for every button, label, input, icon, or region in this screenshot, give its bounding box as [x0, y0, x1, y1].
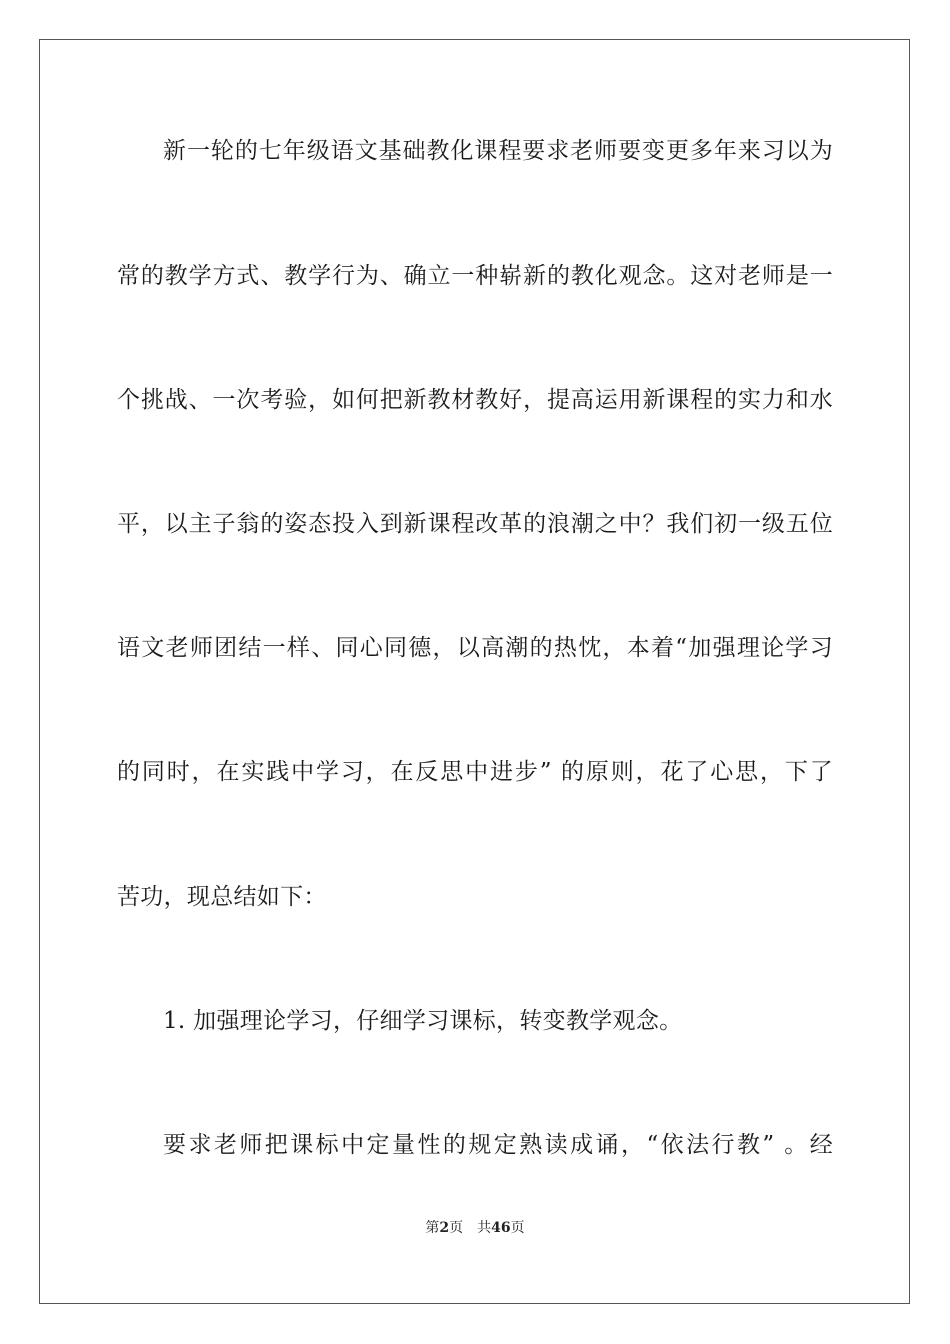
section-heading: 1. 加强理论学习，仔细学习课标，转变教学观念。: [163, 1008, 683, 1034]
page-number: 2: [439, 1220, 450, 1236]
page-suffix: 页: [449, 1220, 464, 1236]
text-line-7: 苦功，现总结如下：: [117, 884, 327, 910]
text-line-2: 常的教学方式、教学行为、确立一种崭新的教化观念。这对老师是一: [117, 263, 833, 289]
text-line-1: 新一轮的七年级语文基础教化课程要求老师要变更多年来习以为: [163, 138, 833, 164]
total-pages: 46: [491, 1220, 511, 1236]
text-line-9: 要求老师把课标中定量性的规定熟读成诵，“依法行教” 。经: [163, 1132, 833, 1158]
page-footer: [0, 1218, 950, 1238]
text-line-4: 平，以主子翁的姿态投入到新课程改革的浪潮之中？我们初一级五位: [117, 511, 833, 537]
text-line-6: 的同时，在实践中学习，在反思中进步” 的原则，花了心思，下了: [117, 759, 833, 785]
text-line-5: 语文老师团结一样、同心同德，以高潮的热忱，本着“加强理论学习: [117, 635, 833, 661]
total-prefix: 共: [477, 1220, 492, 1236]
page-prefix: 第: [425, 1220, 440, 1236]
page-border: [39, 39, 910, 1304]
text-line-3: 个挑战、一次考验，如何把新教材教好，提高运用新课程的实力和水: [117, 387, 833, 413]
total-suffix: 页: [510, 1220, 525, 1236]
